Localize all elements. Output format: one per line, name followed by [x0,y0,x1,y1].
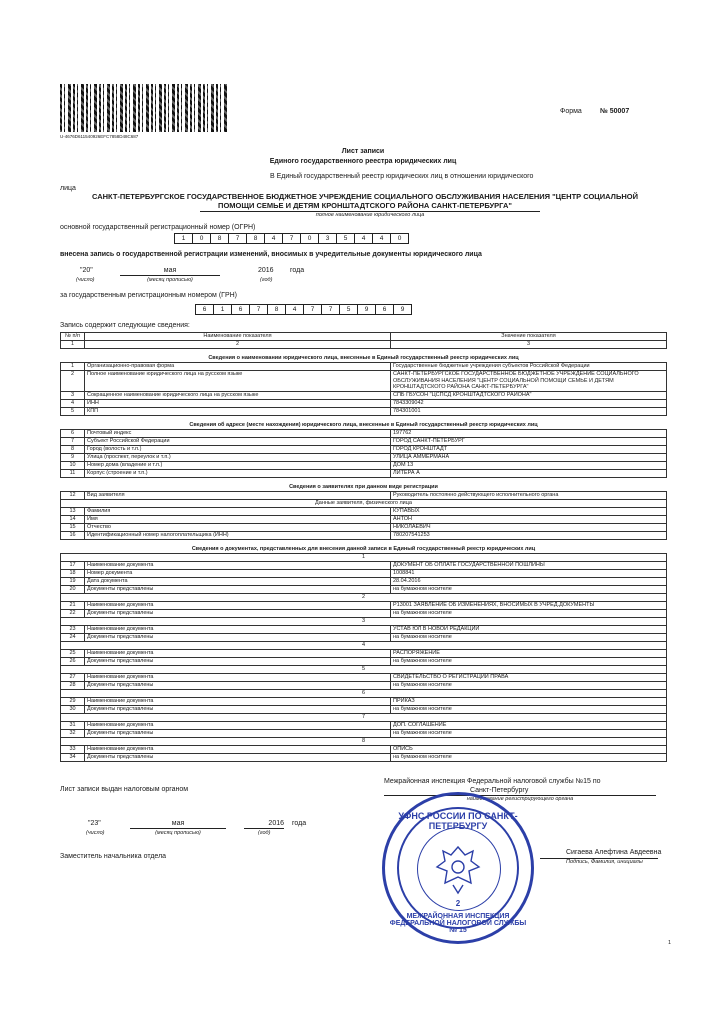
grn-digit: 4 [285,304,304,315]
row-number: 8 [61,445,85,453]
row-number: 22 [61,609,85,617]
row-indicator: Отчество [85,523,391,531]
row-indicator: КПП [85,407,391,415]
row-value: Р13001 ЗАЯВЛЕНИЕ ОБ ИЗМЕНЕНИЯХ, ВНОСИМЫХ В УЧРЕД.ДОКУМЕНТЫ [391,601,667,609]
row-value: СВИДЕТЕЛЬСТВО О РЕГИСТРАЦИИ ПРАВА [391,673,667,681]
ogrn-digit: 0 [300,233,319,244]
table-row [61,523,667,531]
row-value: Руководитель постоянно действующего исполнительного органа [391,491,667,499]
row-number: 12 [61,491,85,499]
row-number: 20 [61,585,85,593]
row-number: 34 [61,753,85,761]
row-indicator: Имя [85,515,391,523]
row-indicator: Документы представлены [85,753,391,761]
table-row [61,407,667,415]
row-number: 19 [61,577,85,585]
row-indicator: Полное наименование юридического лица на русском языке [85,371,391,392]
ogrn-digit: 4 [354,233,373,244]
document-title: Лист записи [341,148,385,155]
seal-top-text: УФНС РОССИИ ПО САНКТ-ПЕТЕРБУРГУ [398,811,518,831]
group-number: 6 [61,689,667,697]
row-number: 16 [61,531,85,539]
ogrn-digit: 0 [390,233,409,244]
ogrn-digit: 4 [372,233,391,244]
grn-digit: 8 [267,304,286,315]
row-indicator: Документы представлены [85,609,391,617]
row-value: на бумажном носителе [391,633,667,641]
table-row [61,681,667,689]
group-number: 8 [61,737,667,745]
contains-text: Запись содержит следующие сведения: [60,322,190,329]
issue-month: мая [130,820,226,829]
grn-digit: 1 [213,304,232,315]
col-number-header: № п/п [61,333,85,341]
authority-line2: Санкт-Петербургу [470,787,529,794]
signer-name: Сигаева Алефтина Авдеевна [566,849,662,856]
col-number: 2 [85,341,391,349]
row-value: УЛИЦА АММЕРМАНА [391,453,667,461]
ogrn-label: основной государственный регистрационный номер (ОГРН) [60,224,256,231]
form-label: Форма [560,108,582,115]
table-row [61,673,667,681]
seal-center-text: 2 [455,899,461,908]
row-number: 25 [61,649,85,657]
ogrn-digit: 7 [228,233,247,244]
grn-digit: 5 [339,304,358,315]
table-row [61,429,667,437]
row-indicator: Наименование документа [85,721,391,729]
row-value: 1008841 [391,569,667,577]
row-value: ОПИСЬ [391,745,667,753]
issue-year: 2016 [244,820,284,829]
row-value: ДОМ 13 [391,461,667,469]
row-number: 10 [61,461,85,469]
row-number: 24 [61,633,85,641]
row-indicator: ИНН [85,399,391,407]
table-row [61,445,667,453]
row-number: 27 [61,673,85,681]
document-barcode [60,84,228,132]
row-indicator: Наименование документа [85,561,391,569]
table-row [61,569,667,577]
table-row [61,437,667,445]
row-number: 11 [61,469,85,477]
row-indicator: Номер дома (владение и т.п.) [85,461,391,469]
row-number: 31 [61,721,85,729]
row-indicator: Улица (проспект, переулок и т.п.) [85,453,391,461]
row-value: АНТОН [391,515,667,523]
section-heading: Сведения о документах, представленных для внесения данной записи в Единый государственный реестр юридических лиц [191,545,536,552]
row-indicator: Наименование документа [85,697,391,705]
issue-day: "23" [88,820,101,827]
group-number: 4 [61,641,667,649]
row-value: 197762 [391,429,667,437]
section-heading-row [61,349,667,363]
group-row [61,617,667,625]
row-number: 7 [61,437,85,445]
entry-day: "20" [80,267,93,274]
seal-inner-text: МЕЖРАЙОННАЯ ИНСПЕКЦИЯ ФЕДЕРАЛЬНОЙ НАЛОГОВОЙ СЛУЖБЫ № 15 [389,913,527,934]
row-value: КУПАВЫХ [391,507,667,515]
authority-line1: Межрайонная инспекция Федеральной налоговой службы №15 по [384,778,601,785]
row-value: ДОКУМЕНТ ОБ ОПЛАТЕ ГОСУДАРСТВЕННОЙ ПОШЛИНЫ [391,561,667,569]
grn-digit: 6 [375,304,394,315]
org-name-line2: ПОМОЩИ СЕМЬЕ И ДЕТЯМ КРОНШТАДТСКОГО РАЙОНА САНКТ-ПЕТЕРБУРГА" [218,201,512,210]
form-number: № 50007 [600,108,630,115]
table-row [61,609,667,617]
row-value: 7843309042 [391,399,667,407]
row-indicator: Субъект Российской Федерации [85,437,391,445]
row-indicator: Фамилия [85,507,391,515]
row-value: ГОРОД КРОНШТАДТ [391,445,667,453]
col-indicator-header: Наименование показателя [85,333,391,341]
row-indicator: Наименование документа [85,673,391,681]
section-heading: Сведения о наименовании юридического лица, внесенные в Единый государственный реестр юридических лиц [208,355,519,361]
table-row [61,753,667,761]
row-value: на бумажном носителе [391,657,667,665]
row-number: 9 [61,453,85,461]
entry-month: мая [120,267,220,276]
entry-made-text: внесена запись о государственной регистрации изменений, вносимых в учредительные документы юридического лица [60,251,482,258]
row-indicator: Город (волость и т.п.) [85,445,391,453]
grn-digit: 9 [357,304,376,315]
entry-year-suffix: года [290,267,305,274]
row-value: 780207541253 [391,531,667,539]
row-value: на бумажном носителе [391,681,667,689]
grn-digit: 7 [249,304,268,315]
row-indicator: Документы представлены [85,633,391,641]
ogrn-digit: 4 [264,233,283,244]
row-value: САНКТ-ПЕТЕРБУРГСКОЕ ГОСУДАРСТВЕННОЕ БЮДЖЕТНОЕ УЧРЕЖДЕНИЕ СОЦИАЛЬНОГО ОБСЛУЖИВАНИЯ НАСЕЛЕНИЯ "ЦЕНТР СОЦИАЛЬНОЙ ПОМОЩИ СЕМЬЕ И ДЕТЯМ КРОНШТАДТСКОГО РАЙОНА САНКТ-ПЕТЕРБУРГА" [391,371,667,392]
row-number: 21 [61,601,85,609]
row-indicator: Документы представлены [85,681,391,689]
row-number: 17 [61,561,85,569]
row-number: 32 [61,729,85,737]
col-value-header: Значение показателя [391,333,667,341]
table-row [61,371,667,392]
row-number: 33 [61,745,85,753]
table-row [61,657,667,665]
group-row [61,713,667,721]
grn-digit: 7 [321,304,340,315]
group-number: 1 [61,553,667,561]
entry-year: 2016 [258,267,274,274]
row-number: 3 [61,391,85,399]
row-indicator: Документы представлены [85,729,391,737]
row-indicator: Документы представлены [85,585,391,593]
row-indicator: Документы представлены [85,705,391,713]
issue-day-caption: (число) [86,830,105,836]
row-indicator: Почтовый индекс [85,429,391,437]
table-row [61,491,667,499]
row-value: НИКОЛАЕВИЧ [391,523,667,531]
row-indicator: Номер документа [85,569,391,577]
issue-month-caption: (месяц прописью) [155,830,201,836]
org-name-line1: САНКТ-ПЕТЕРБУРГСКОЕ ГОСУДАРСТВЕННОЕ БЮДЖЕТНОЕ УЧРЕЖДЕНИЕ СОЦИАЛЬНОГО ОБСЛУЖИВАНИЯ НАСЕЛЕНИЯ "ЦЕНТР СОЦИАЛЬНОЙ [92,192,638,201]
group-row [61,641,667,649]
row-number: 13 [61,507,85,515]
row-number: 28 [61,681,85,689]
group-number: 7 [61,713,667,721]
table-header-numbers [61,341,667,349]
group-row [61,593,667,601]
table-row [61,745,667,753]
row-indicator: Наименование документа [85,625,391,633]
table-row [61,469,667,477]
row-number: 6 [61,429,85,437]
barcode-text: U-4676D611540926EFC7858D48C687 [60,134,139,139]
table-row [61,453,667,461]
table-row [61,507,667,515]
row-value: ГОРОД САНКТ-ПЕТЕРБУРГ [391,437,667,445]
row-indicator: Идентификационный номер налогоплательщика (ИНН) [85,531,391,539]
row-value: УСТАВ ЮЛ В НОВОЙ РЕДАКЦИИ [391,625,667,633]
row-indicator: Дата документа [85,577,391,585]
signer-position: Заместитель начальника отдела [60,853,167,860]
group-number: Данные заявителя, физического лица [61,499,667,507]
table-row [61,531,667,539]
row-value: 28.04.2016 [391,577,667,585]
table-row [61,601,667,609]
records-table [60,332,667,762]
group-number: 2 [61,593,667,601]
row-indicator: Наименование документа [85,601,391,609]
table-row [61,585,667,593]
row-indicator: Организационно-правовая форма [85,363,391,371]
intro-text: В Единый государственный реестр юридических лиц в отношении юридического [270,173,534,180]
row-value: Государственные бюджетные учреждения субъектов Российской Федерации [391,363,667,371]
row-indicator: Вид заявителя [85,491,391,499]
table-row [61,561,667,569]
document-subtitle: Единого государственного реестра юридических лиц [269,158,457,165]
col-number: 3 [391,341,667,349]
row-value: ПРИКАЗ [391,697,667,705]
table-row [61,721,667,729]
table-row [61,577,667,585]
ogrn-digit: 1 [174,233,193,244]
row-value: 784301001 [391,407,667,415]
page-number: 1 [668,940,672,946]
ogrn-digits [175,233,409,244]
issue-year-suffix: года [292,820,307,827]
row-value: на бумажном носителе [391,753,667,761]
ogrn-digit: 8 [210,233,229,244]
ogrn-digit: 0 [192,233,211,244]
row-number: 18 [61,569,85,577]
row-value: на бумажном носителе [391,585,667,593]
table-row [61,729,667,737]
col-number: 1 [61,341,85,349]
row-number: 30 [61,705,85,713]
row-number: 1 [61,363,85,371]
row-indicator: Наименование документа [85,649,391,657]
group-number: 5 [61,665,667,673]
grn-digit: 6 [231,304,250,315]
table-row [61,625,667,633]
table-row [61,705,667,713]
grn-digit: 7 [303,304,322,315]
issued-label: Лист записи выдан налоговым органом [60,786,189,793]
row-value: на бумажном носителе [391,705,667,713]
row-value: ЛИТЕРА А [391,469,667,477]
table-header-row [61,333,667,341]
row-value: ДОП. СОГЛАШЕНИЕ [391,721,667,729]
row-indicator: Сокращенное наименование юридического лица на русском языке [85,391,391,399]
section-heading: Сведения о заявителях при данном виде регистрации [289,483,438,490]
row-indicator: Наименование документа [85,745,391,753]
row-number: 14 [61,515,85,523]
row-value: на бумажном носителе [391,609,667,617]
table-row [61,363,667,371]
row-number: 23 [61,625,85,633]
issue-year-caption: (год) [258,830,271,836]
entry-month-caption: (месяц прописью) [147,277,193,283]
row-value: СПБ ГБУСОН "ЦСПСД КРОНШТАДТСКОГО РАЙОНА" [391,391,667,399]
row-indicator: Документы представлены [85,657,391,665]
row-number: 15 [61,523,85,531]
section-heading-row [61,539,667,553]
group-row [61,499,667,507]
row-number: 4 [61,399,85,407]
ogrn-digit: 5 [336,233,355,244]
table-row [61,461,667,469]
row-value: РАСПОРЯЖЕНИЕ [391,649,667,657]
row-number: 26 [61,657,85,665]
row-number: 29 [61,697,85,705]
group-row [61,689,667,697]
row-value: на бумажном носителе [391,729,667,737]
ogrn-digit: 7 [282,233,301,244]
section-heading-row [61,477,667,491]
signer-caption: Подпись, Фамилия, инициалы [566,859,643,865]
row-indicator: Корпус (строение и т.п.) [85,469,391,477]
official-seal [382,792,534,944]
table-row [61,649,667,657]
grn-digit: 6 [195,304,214,315]
row-number: 2 [61,371,85,392]
table-row [61,391,667,399]
grn-digit: 9 [393,304,412,315]
entry-year-caption: (год) [260,277,273,283]
group-row [61,553,667,561]
intro-text-2: лица [60,185,76,192]
group-row [61,737,667,745]
table-row [61,399,667,407]
group-row [61,665,667,673]
authority-caption: наименование регистрирующего органа [466,796,574,802]
entry-day-caption: (число) [76,277,95,283]
group-number: 3 [61,617,667,625]
section-heading: Сведения об адресе (месте нахождения) юридического лица, внесенные в Единый государственный реестр юридических лиц [189,421,538,428]
table-row [61,697,667,705]
row-number: 5 [61,407,85,415]
org-name-caption: полное наименование юридического лица [315,212,425,218]
table-row [61,633,667,641]
grn-digits [196,304,412,315]
section-heading-row [61,415,667,429]
table-row [61,515,667,523]
ogrn-digit: 3 [318,233,337,244]
grn-label: за государственным регистрационным номером (ГРН) [60,292,237,299]
ogrn-digit: 8 [246,233,265,244]
